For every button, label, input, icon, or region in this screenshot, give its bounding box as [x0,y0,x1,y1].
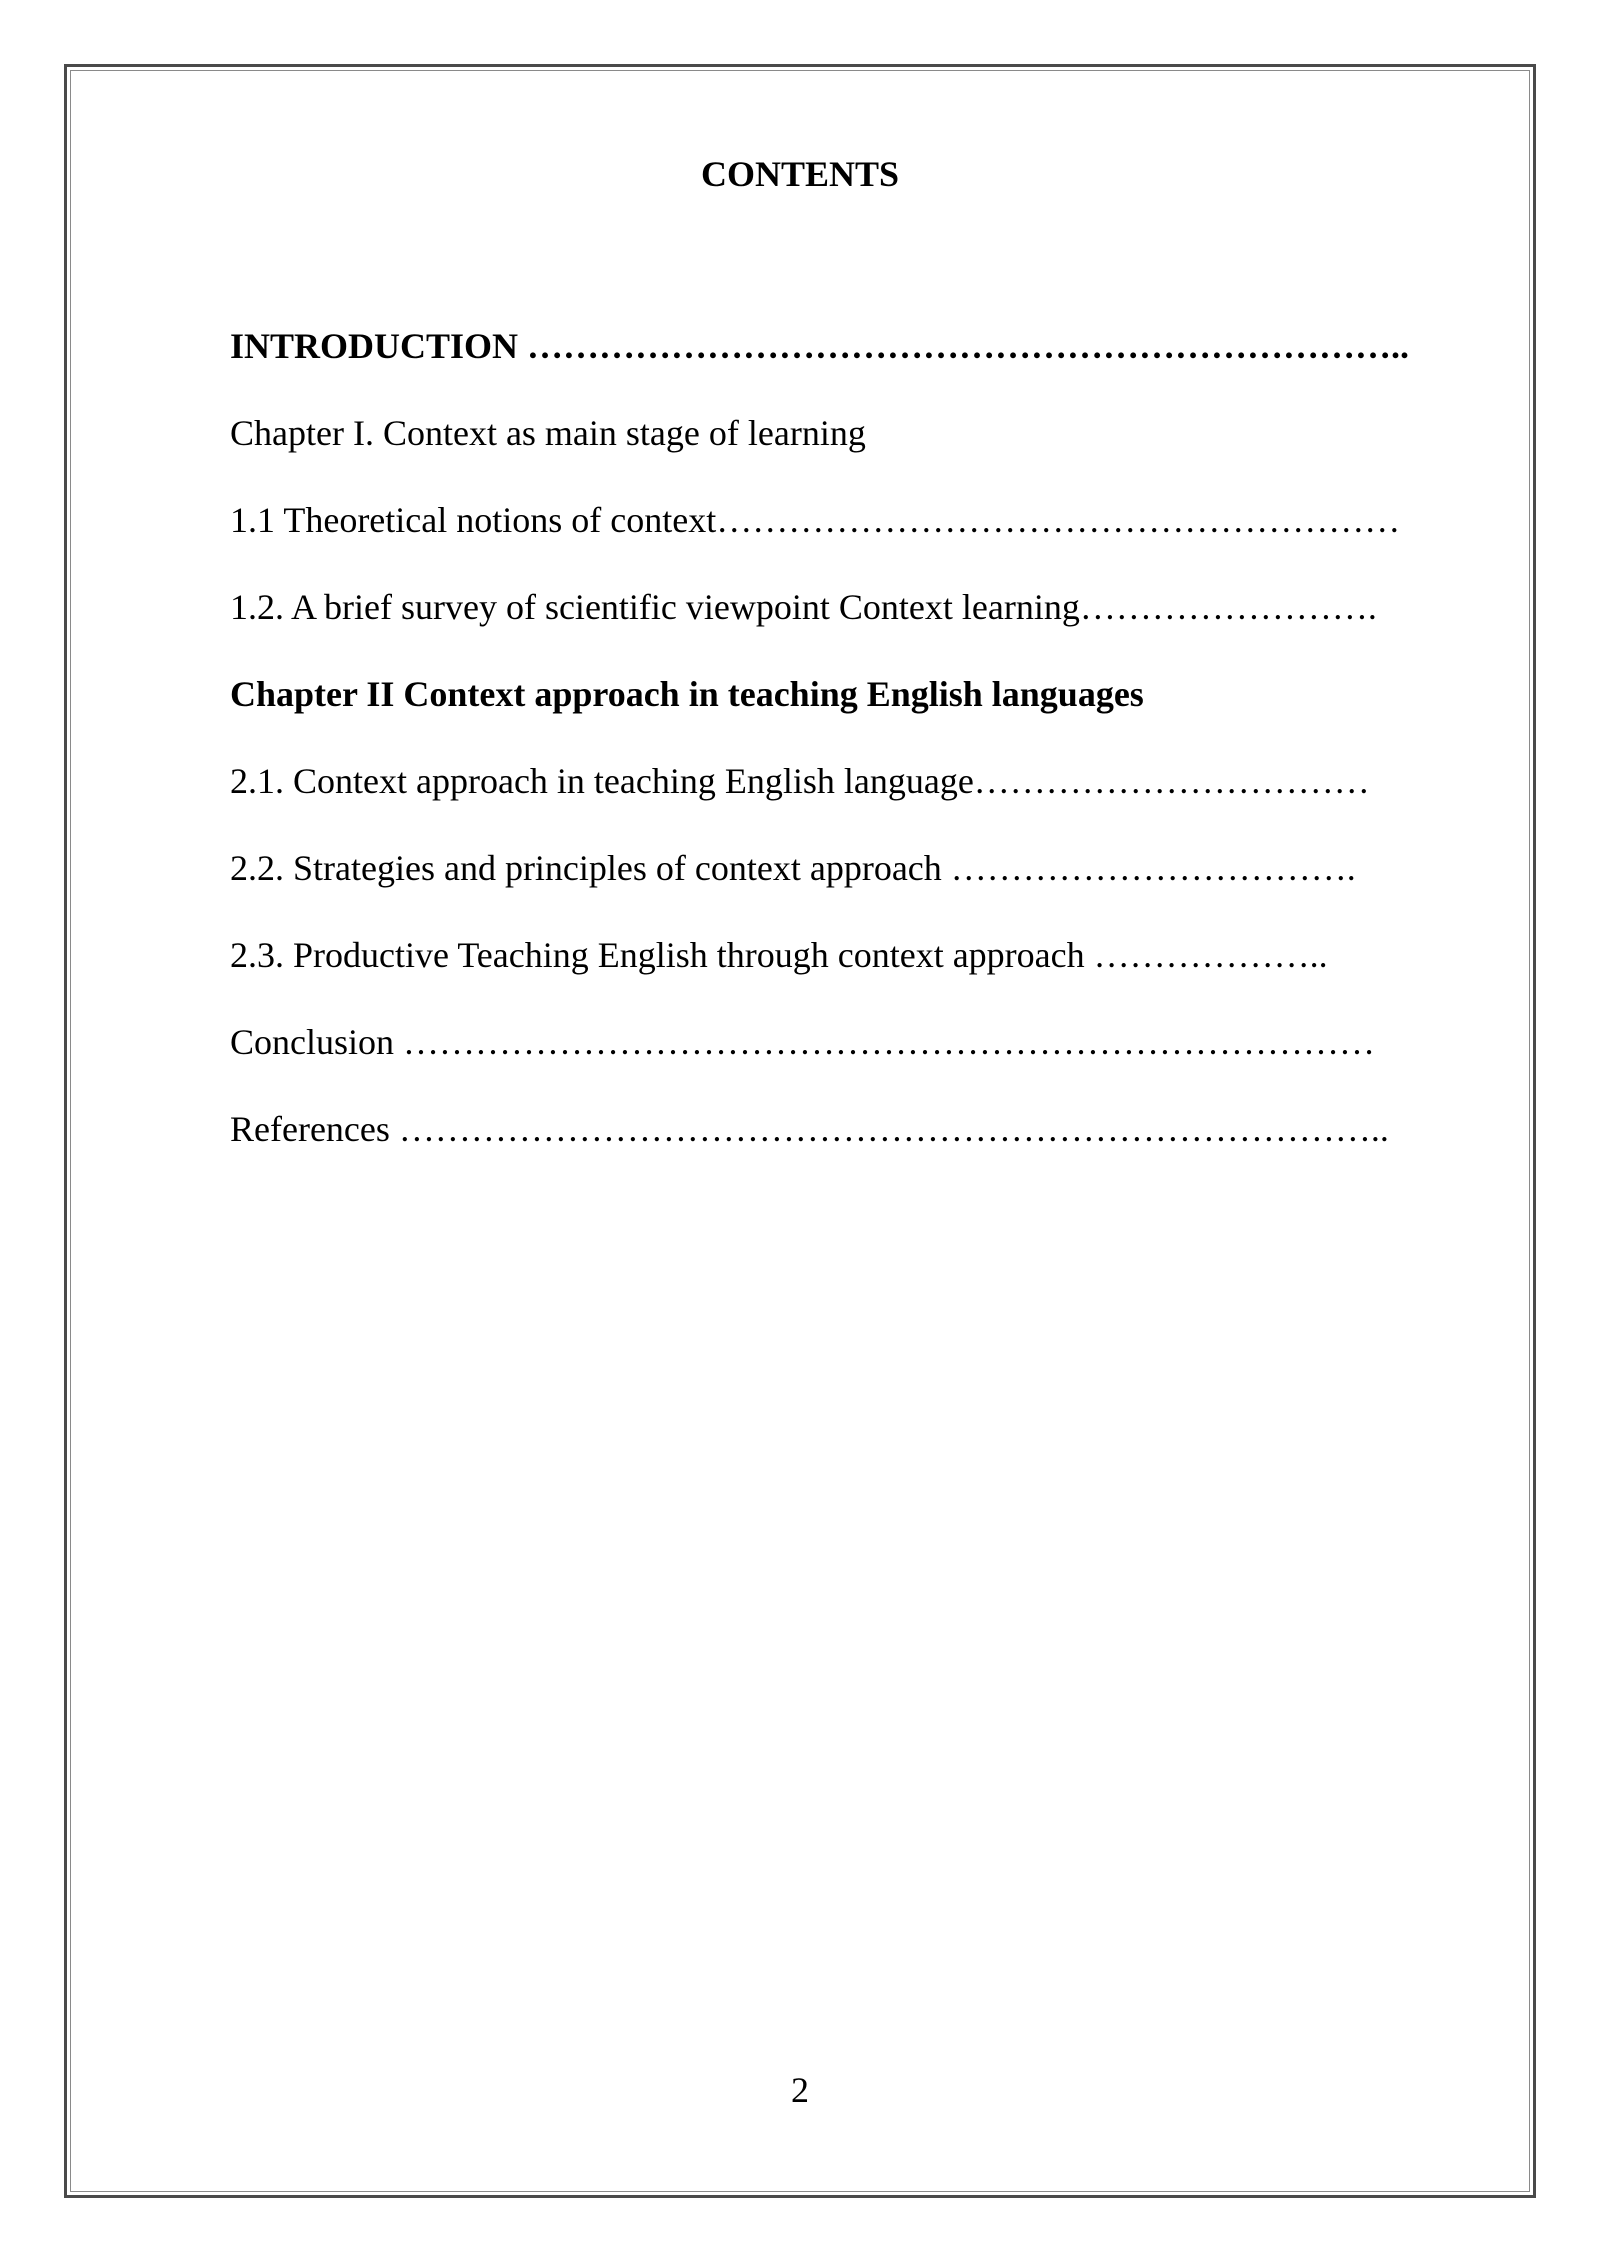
toc-entry-2-2[interactable]: 2.2. Strategies and principles of context approach ……………………………. [230,848,1356,888]
toc-entry-chapter-1[interactable]: Chapter I. Context as main stage of learning [230,413,866,453]
toc-entry-introduction[interactable]: INTRODUCTION ……………………………………………………………….. [230,326,1410,366]
contents-heading: CONTENTS [700,154,900,194]
toc-entry-chapter-2[interactable]: Chapter II Context approach in teaching English languages [230,674,1144,714]
toc-entry-1-2[interactable]: 1.2. A brief survey of scientific viewpoint Context learning……………………. [230,587,1377,627]
toc-entry-1-1[interactable]: 1.1 Theoretical notions of context………………………………………………… [230,500,1401,540]
toc-entry-2-1[interactable]: 2.1. Context approach in teaching English language…………………………… [230,761,1370,801]
table-of-contents [230,324,1480,1194]
toc-entry-conclusion[interactable]: Conclusion ……………………………………………………………………… [230,1022,1376,1062]
toc-entry-2-3[interactable]: 2.3. Productive Teaching English through context approach ……………….. [230,935,1328,975]
toc-entry-references[interactable]: References ……………………………………………………………………….. [230,1109,1389,1149]
page-number: 2 [791,2070,809,2110]
